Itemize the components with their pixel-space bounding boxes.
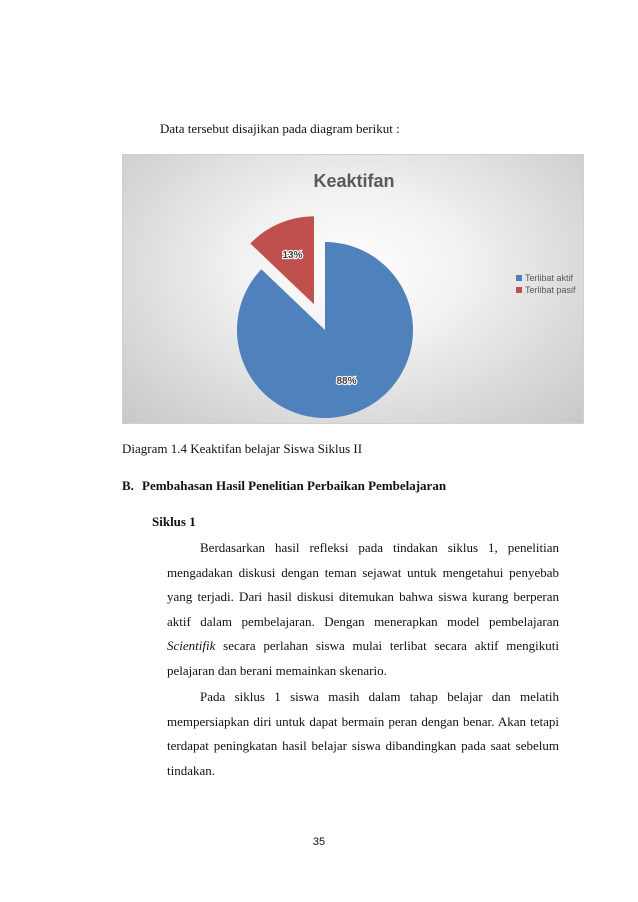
paragraph-1-text-b: secara perlahan siswa mulai terlibat secara aktif mengikuti pelajaran dan berani memainkan skenario. — [167, 638, 559, 678]
paragraph-2: Pada siklus 1 siswa masih dalam tahap belajar dan melatih mempersiapkan diri untuk dapat bermain peran dengan benar. Akan tetapi terdapat peningkatan hasil belajar siswa dibandingkan pada saat sebelum tindakan. — [167, 689, 559, 778]
pie-chart — [122, 154, 584, 424]
legend-label-terlibat-pasif: Terlibat pasif — [525, 285, 576, 295]
page-number: 35 — [312, 836, 326, 848]
subsection-heading: Siklus 1 — [152, 514, 196, 529]
paragraph-1-italic-term: Scientifik — [167, 638, 216, 653]
data-label-terlibat-pasif: 13% — [282, 250, 303, 262]
pie-slices — [237, 216, 413, 418]
data-label-terlibat-aktif: 88% — [336, 376, 357, 388]
chart-legend — [516, 273, 576, 295]
chart-caption: Diagram 1.4 Keaktifan belajar Siswa Siklus II — [122, 441, 363, 456]
legend-swatch-terlibat-aktif — [516, 275, 522, 281]
chart-title: Keaktifan — [313, 171, 395, 191]
section-title: Pembahasan Hasil Penelitian Perbaikan Pembelajaran — [142, 478, 447, 493]
pie-slice-terlibat-aktif — [237, 242, 413, 418]
legend-swatch-terlibat-pasif — [516, 287, 522, 293]
paragraph-1-text-a: Berdasarkan hasil refleksi pada tindakan siklus 1, penelitian mengadakan diskusi dengan teman sejawat untuk mengetahui penyebab yang terjadi. Dari hasil diskusi ditemukan bahwa siswa kurang berperan aktif dalam pembelajaran. Dengan menerapkan model pembelajaran — [167, 540, 559, 629]
paragraph-1 — [167, 536, 559, 683]
intro-text: Data tersebut disajikan pada diagram berikut : — [160, 121, 400, 136]
legend-label-terlibat-aktif: Terlibat aktif — [525, 273, 574, 283]
section-letter: B. — [122, 478, 134, 493]
pie-chart-svg — [123, 155, 585, 425]
section-heading — [122, 478, 446, 494]
